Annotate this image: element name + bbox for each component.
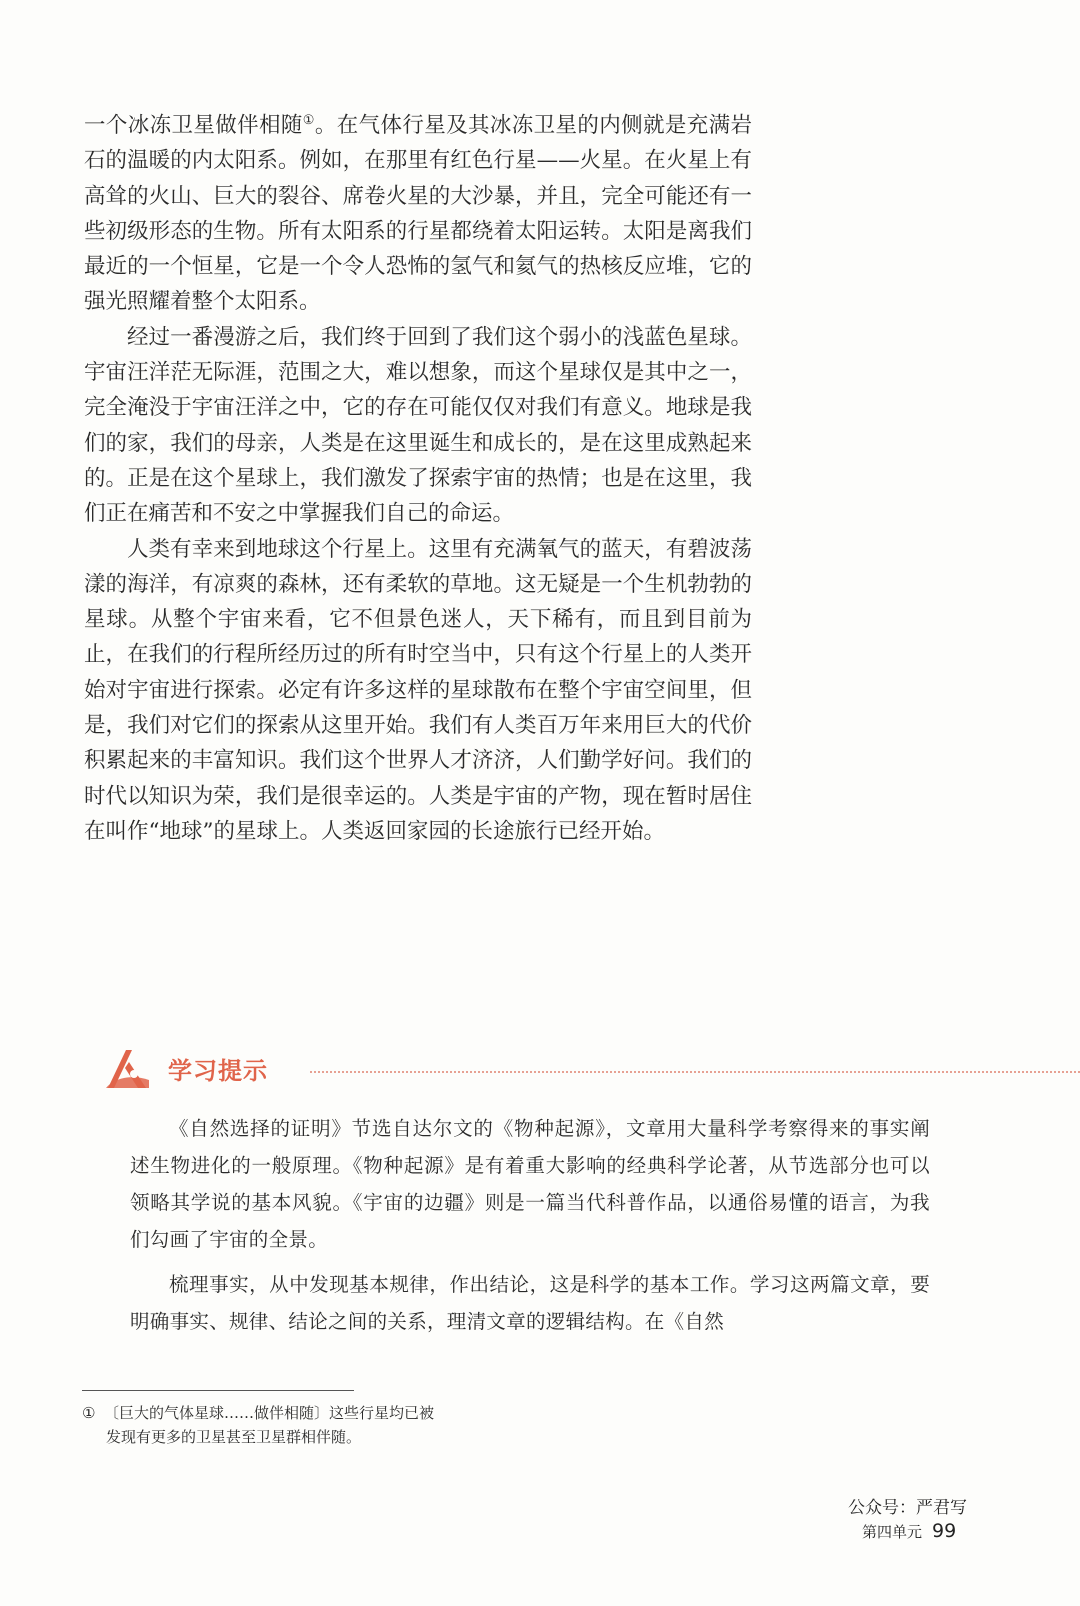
page-footer — [862, 1520, 956, 1542]
article-body — [84, 108, 752, 849]
footnote-reference-mark: ① — [302, 112, 315, 128]
paragraph-text: 一个冰冻卫星做伴相随 — [84, 113, 303, 138]
dotted-divider — [310, 1071, 1080, 1073]
study-tips-body — [130, 1110, 930, 1340]
article-paragraph-1 — [84, 108, 752, 320]
page-number: 99 — [932, 1520, 957, 1542]
article-paragraph-3: 人类有幸来到地球这个行星上。这里有充满氧气的蓝天，有碧波荡漾的海洋，有凉爽的森林，还有柔软的草地。这无疑是一个生机勃勃的星球。从整个宇宙来看，它不但景色迷人，天下稀有，而且到目前为止，在我们的行程所经历过的所有时空当中，只有这个行星上的人类开始对宇宙进行探索。必定有许多这样的星球散布在整个宇宙空间里，但是，我们对它们的探索从这里开始。我们有人类百万年来用巨大的代价积累起来的丰富知识。我们这个世界人才济济，人们勤学好问。我们的时代以知识为荣，我们是很幸运的。人类是宇宙的产物，现在暂时居住在叫作“地球”的星球上。人类返回家园的长途旅行已经开始。 — [84, 536, 752, 844]
footnote-text-line-2: 发现有更多的卫星甚至卫星群相伴随。 — [106, 1428, 362, 1446]
study-tips-title: 学习提示 — [168, 1057, 268, 1085]
unit-label: 第四单元 — [862, 1523, 923, 1541]
paragraph-text: 。在气体行星及其冰冻卫星的内侧就是充满岩石的温暖的内太阳系。例如，在那里有红色行星——火星。在火星上有高耸的火山、巨大的裂谷、席卷火星的大沙暴，并且，完全可能还有一些初级形态的生物。所有太阳系的行星都绕着太阳运转。太阳是离我们最近的一个恒星，它是一个令人恐怖的氢气和氦气的热核反应堆，它的强光照耀着整个太阳系。 — [84, 113, 752, 315]
article-paragraph-2: 经过一番漫游之后，我们终于回到了我们这个弱小的浅蓝色星球。宇宙汪洋茫无际涯，范围之大，难以想象，而这个星球仅是其中之一，完全淹没于宇宙汪洋之中，它的存在可能仅仅对我们有意义。地球是我们的家，我们的母亲，人类是在这里诞生和成长的，是在这里成熟起来的。正是在这个星球上，我们激发了探索宇宙的热情；也是在这里，我们正在痛苦和不安之中掌握我们自己的命运。 — [84, 324, 752, 527]
study-tips-header — [102, 1044, 982, 1094]
footnote — [82, 1401, 522, 1449]
footnote-rule — [82, 1390, 354, 1391]
footnote-text-line-1: 〔巨大的气体星球……做伴相随〕这些行星均已被 — [104, 1404, 435, 1422]
study-tips-paragraph-1: 《自然选择的证明》节选自达尔文的《物种起源》，文章用大量科学考察得来的事实阐述生物进化的一般原理。《物种起源》是有着重大影响的经典科学论著，从节选部分也可以领略其学说的基本风貌。《宇宙的边疆》则是一篇当代科普作品，以通俗易懂的语言，为我们勾画了宇宙的全景。 — [130, 1117, 930, 1251]
footnote-number: ① — [82, 1404, 96, 1422]
study-tips-logo-icon — [102, 1044, 152, 1092]
watermark-text: 公众号：严君写 — [848, 1498, 967, 1518]
study-tips-paragraph-2: 梳理事实，从中发现基本规律，作出结论，这是科学的基本工作。学习这两篇文章，要明确事实、规律、结论之间的关系，理清文章的逻辑结构。在《自然 — [130, 1273, 930, 1333]
